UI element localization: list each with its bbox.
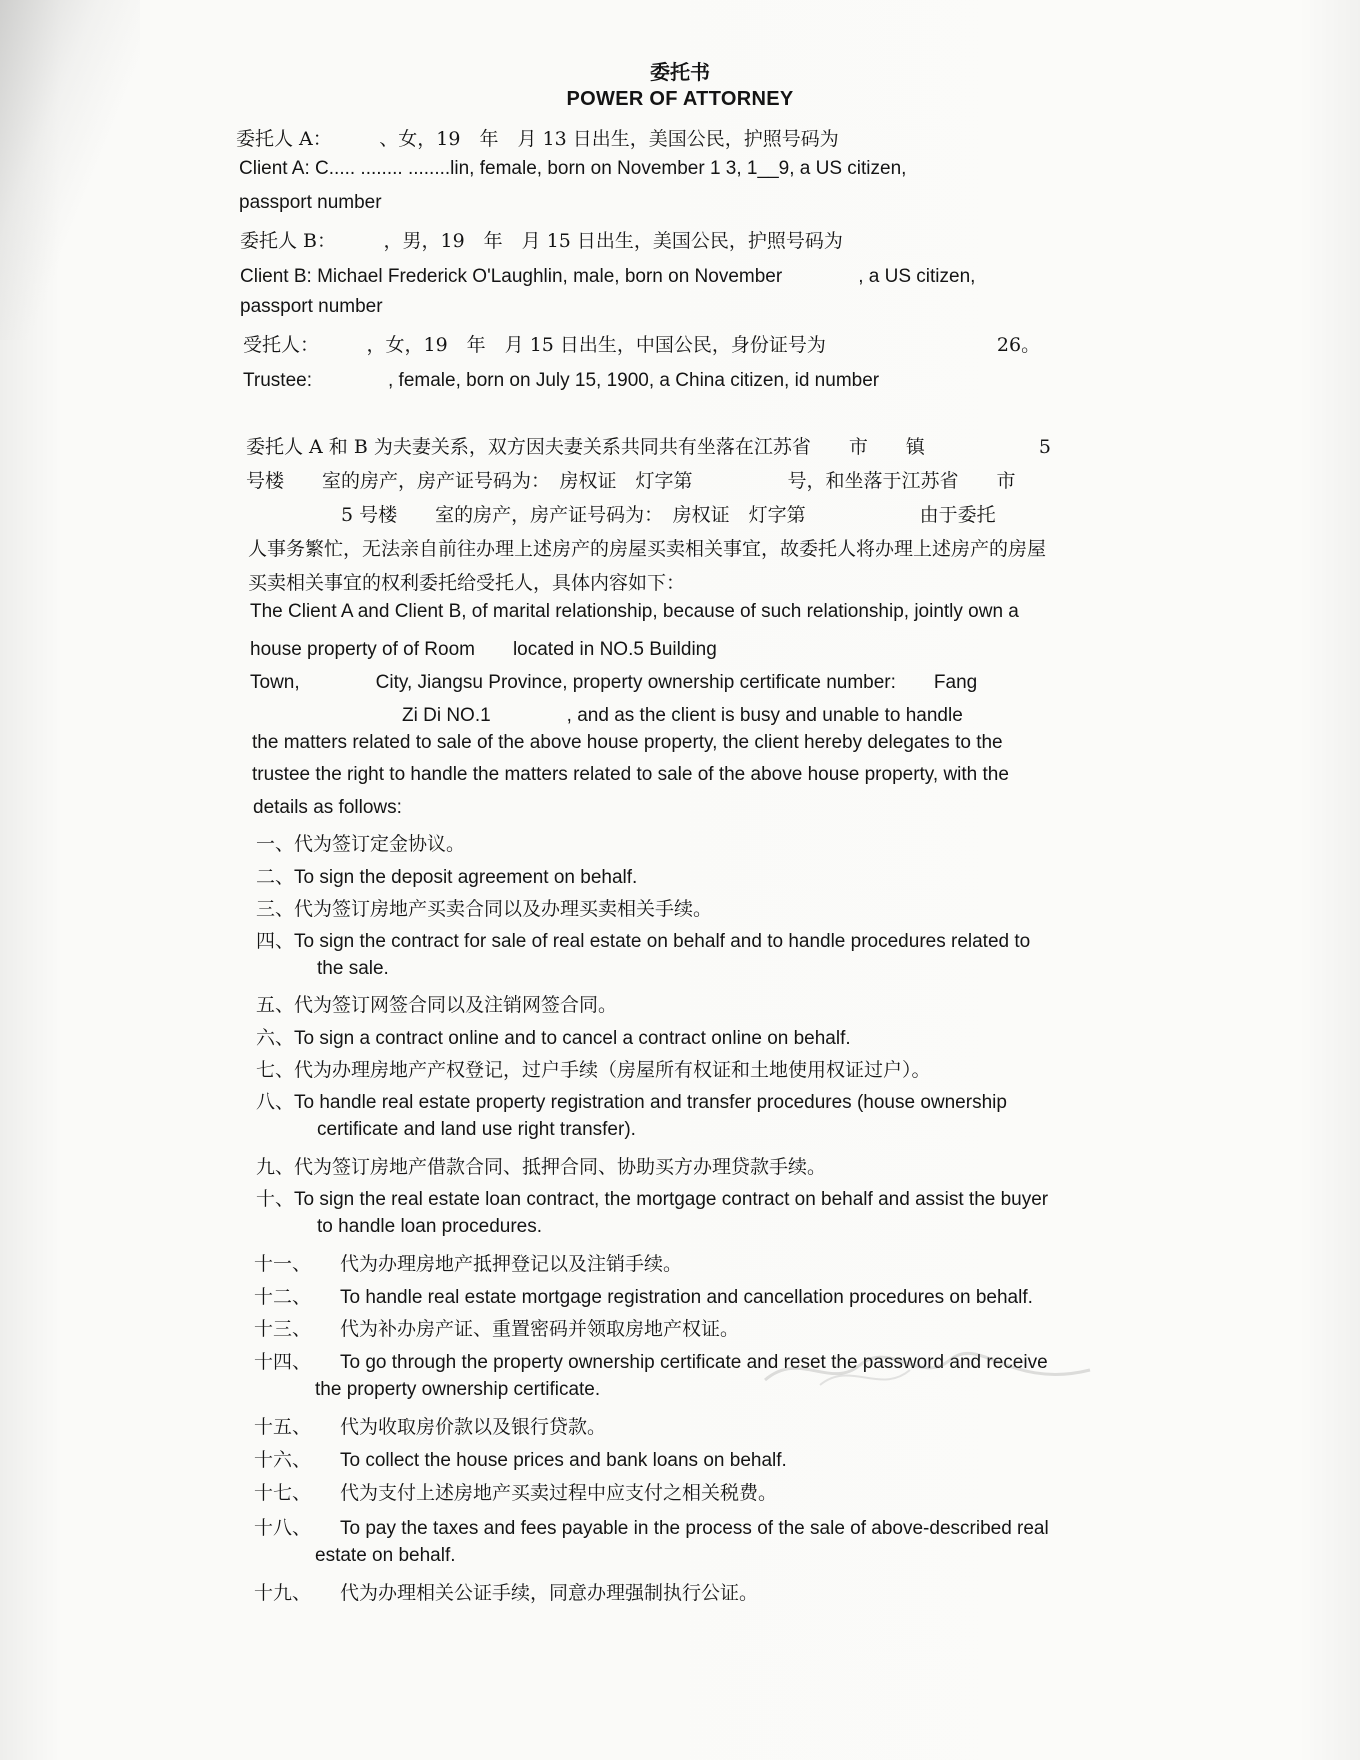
title-chinese: 委托书 [650, 60, 710, 84]
background-cn-line4: 人事务繁忙，无法亲自前往办理上述房产的房屋买卖相关事宜，故委托人将办理上述房产的房屋 [248, 538, 1047, 560]
item-text: 代为签订房地产借款合同、抵押合同、协助买方办理贷款手续。 [294, 1156, 827, 1178]
background-en-line5: the matters related to sale of the above house property, the client hereby delegates to the [252, 732, 1003, 753]
item-number: 八、 [256, 1091, 295, 1113]
item-number: 六、 [256, 1027, 295, 1049]
list-item [254, 1445, 787, 1472]
item-text: 代为签订网签合同以及注销网签合同。 [294, 994, 618, 1016]
client-a-en-line1: Client A: C..... ........ ........lin, female, born on November 1 3, 1__9, a US citizen, [239, 158, 907, 179]
client-b-en-line1: Client B: Michael Frederick O'Laughlin, male, born on November , a US citizen, [240, 266, 976, 287]
item-text: To handle real estate property registration and transfer procedures (house ownership [294, 1092, 1007, 1113]
item-text: To sign the deposit agreement on behalf. [294, 867, 638, 888]
item-text: 代为签订定金协议。 [294, 833, 466, 855]
item-number: 十五、 [254, 1416, 312, 1438]
trustee-en-line1: Trustee: , female, born on July 15, 1900, a China citizen, id number [243, 370, 880, 391]
item-text: 代为签订房地产买卖合同以及办理买卖相关手续。 [294, 898, 713, 920]
item-number: 十六、 [254, 1449, 312, 1471]
list-item [254, 1314, 739, 1341]
client-b-en-line2: passport number [240, 296, 383, 317]
list-item [256, 894, 712, 921]
item-text: To handle real estate mortgage registration and cancellation procedures on behalf. [340, 1287, 1033, 1308]
item-continuation: to handle loan procedures. [317, 1216, 542, 1237]
item-text: To sign the real estate loan contract, the mortgage contract on behalf and assist the buyer [294, 1189, 1049, 1210]
item-number: 十九、 [254, 1582, 312, 1604]
item-text: 代为办理相关公证手续，同意办理强制执行公证。 [340, 1582, 759, 1604]
background-cn-line1: 委托人 A 和 B 为夫妻关系，双方因夫妻关系共同共有坐落在江苏省 市 镇 5 [246, 436, 1051, 458]
item-number: 十三、 [254, 1318, 312, 1340]
list-item [254, 1513, 1049, 1540]
list-item [256, 862, 637, 889]
list-item [254, 1249, 682, 1276]
item-text: 代为补办房产证、重置密码并领取房地产权证。 [340, 1318, 740, 1340]
background-en-line1: The Client A and Client B, of marital relationship, because of such relationship, jointly own a [250, 601, 1019, 622]
item-number: 十一、 [254, 1253, 312, 1275]
item-continuation: estate on behalf. [315, 1545, 456, 1566]
list-item [256, 1087, 1007, 1114]
trustee-cn: 受托人： ，女，19 年 月 15 日出生，中国公民，身份证号为 26。 [243, 334, 1041, 356]
list-item [256, 926, 1030, 953]
item-number: 十、 [256, 1188, 295, 1210]
item-text: To go through the property ownership certificate and reset the password and receive [340, 1352, 1048, 1373]
list-item [256, 990, 617, 1017]
list-item [256, 1184, 1048, 1211]
item-text: 代为收取房价款以及银行贷款。 [340, 1416, 607, 1438]
background-en-line7: details as follows: [253, 797, 402, 818]
item-continuation: certificate and land use right transfer). [317, 1119, 636, 1140]
item-text: To collect the house prices and bank loans on behalf. [340, 1450, 787, 1471]
item-continuation: the sale. [317, 958, 389, 979]
background-cn-line3: 5 号楼 室的房产，房产证号码为： 房权证 灯字第 由于委托 [246, 504, 996, 526]
background-en-line3: Town, City, Jiangsu Province, property ownership certificate number: Fang [250, 672, 978, 693]
item-text: 代为办理房地产产权登记，过户手续（房屋所有权证和土地使用权证过户）。 [294, 1059, 931, 1081]
item-number: 十四、 [254, 1351, 312, 1373]
item-number: 十七、 [254, 1482, 312, 1504]
item-text: To pay the taxes and fees payable in the process of the sale of above-described real [340, 1518, 1049, 1539]
item-text: 代为支付上述房地产买卖过程中应支付之相关税费。 [340, 1482, 778, 1504]
list-item [256, 1055, 931, 1082]
item-number: 四、 [256, 930, 295, 952]
item-number: 九、 [256, 1156, 295, 1178]
list-item [254, 1478, 777, 1505]
list-item [254, 1578, 758, 1605]
client-a-en-line2: passport number [239, 192, 382, 213]
background-en-line2: house property of of Room located in NO.5 Building [250, 639, 717, 660]
item-text: To sign the contract for sale of real estate on behalf and to handle procedures related to [294, 931, 1031, 952]
list-item [254, 1412, 606, 1439]
background-en-line6: trustee the right to handle the matters related to sale of the above house property, with the [252, 764, 1009, 785]
item-text: 代为办理房地产抵押登记以及注销手续。 [340, 1253, 683, 1275]
list-item [254, 1282, 1033, 1309]
item-number: 十二、 [254, 1286, 312, 1308]
item-number: 十八、 [254, 1517, 312, 1539]
background-cn-line2: 号楼 室的房产，房产证号码为： 房权证 灯字第 号，和坐落于江苏省 市 [246, 470, 1016, 492]
background-en-line4: Zi Di NO.1 , and as the client is busy and unable to handle [250, 705, 963, 726]
client-b-cn: 委托人 B： ，男，19 年 月 15 日出生，美国公民，护照号码为 [240, 230, 843, 252]
item-number: 五、 [256, 994, 295, 1016]
bleed-through-signature [760, 1340, 1100, 1400]
title-english: POWER OF ATTORNEY [566, 88, 794, 110]
item-number: 一、 [256, 833, 295, 855]
background-cn-line5: 买卖相关事宜的权利委托给受托人，具体内容如下： [248, 572, 686, 594]
item-number: 三、 [256, 898, 295, 920]
list-item [256, 1023, 851, 1050]
item-continuation: the property ownership certificate. [315, 1379, 601, 1400]
list-item [256, 1152, 826, 1179]
item-text: To sign a contract online and to cancel a contract online on behalf. [294, 1028, 851, 1049]
client-a-cn: 委托人 A： 、女，19 年 月 13 日出生，美国公民，护照号码为 [236, 128, 839, 150]
list-item [256, 829, 465, 856]
item-number: 七、 [256, 1059, 295, 1081]
item-number: 二、 [256, 866, 295, 888]
